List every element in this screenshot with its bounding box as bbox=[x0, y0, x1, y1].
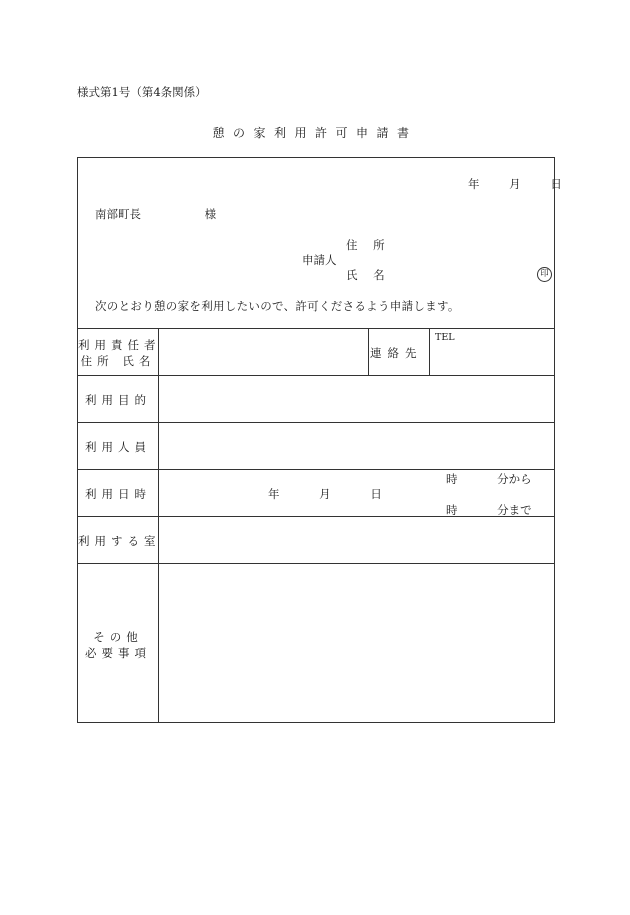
contact-label: 連絡先 bbox=[370, 346, 423, 360]
honorific: 様 bbox=[204, 207, 217, 221]
addressee-name: 南部町長 bbox=[95, 207, 141, 221]
datetime-label: 利用日時 bbox=[85, 487, 151, 501]
people-field[interactable] bbox=[159, 423, 554, 468]
column-divider bbox=[368, 328, 369, 375]
people-label: 利用人員 bbox=[85, 440, 151, 454]
request-statement: 次のとおり憩の家を利用したいので、許可くださるよう申請します。 bbox=[95, 299, 460, 313]
end-time[interactable] bbox=[446, 502, 532, 518]
minute-to-label: 分まで bbox=[497, 503, 532, 517]
other-field[interactable] bbox=[159, 564, 554, 722]
year-label: 年 bbox=[468, 177, 480, 191]
seal-icon: 印 bbox=[537, 267, 552, 282]
divider bbox=[78, 469, 554, 470]
day-label: 日 bbox=[550, 177, 562, 191]
minute-from-label: 分から bbox=[497, 472, 532, 486]
other-label-line2: 必要事項 bbox=[85, 646, 151, 660]
tel-label: TEL bbox=[435, 332, 455, 343]
day-label: 日 bbox=[370, 487, 382, 501]
start-time[interactable] bbox=[446, 471, 532, 487]
purpose-field[interactable] bbox=[159, 376, 554, 421]
other-label-line1: その他 bbox=[93, 630, 143, 644]
address-label: 住 所 bbox=[346, 238, 391, 252]
purpose-label: 利用目的 bbox=[85, 393, 151, 407]
month-label: 月 bbox=[319, 487, 331, 501]
responsible-label-line1: 利用責任者 bbox=[78, 338, 161, 352]
name-label: 氏 名 bbox=[346, 268, 391, 282]
room-field[interactable] bbox=[159, 517, 554, 562]
room-label: 利用する室 bbox=[78, 534, 161, 548]
month-label: 月 bbox=[509, 177, 521, 191]
hour-label: 時 bbox=[446, 503, 458, 517]
application-date[interactable] bbox=[468, 176, 562, 192]
hour-label: 時 bbox=[446, 472, 458, 486]
application-form bbox=[77, 157, 562, 723]
responsible-field[interactable] bbox=[159, 329, 367, 374]
addressee bbox=[95, 206, 216, 222]
year-label: 年 bbox=[268, 487, 280, 501]
applicant-label: 申請人 bbox=[302, 253, 337, 267]
contact-field[interactable] bbox=[430, 329, 554, 374]
document-title: 憩の家利用許可申請書 bbox=[212, 126, 418, 140]
use-date[interactable] bbox=[268, 486, 382, 502]
form-number-label: 様式第1号（第4条関係） bbox=[77, 85, 207, 99]
responsible-label-line2: 住所 氏名 bbox=[80, 354, 156, 368]
